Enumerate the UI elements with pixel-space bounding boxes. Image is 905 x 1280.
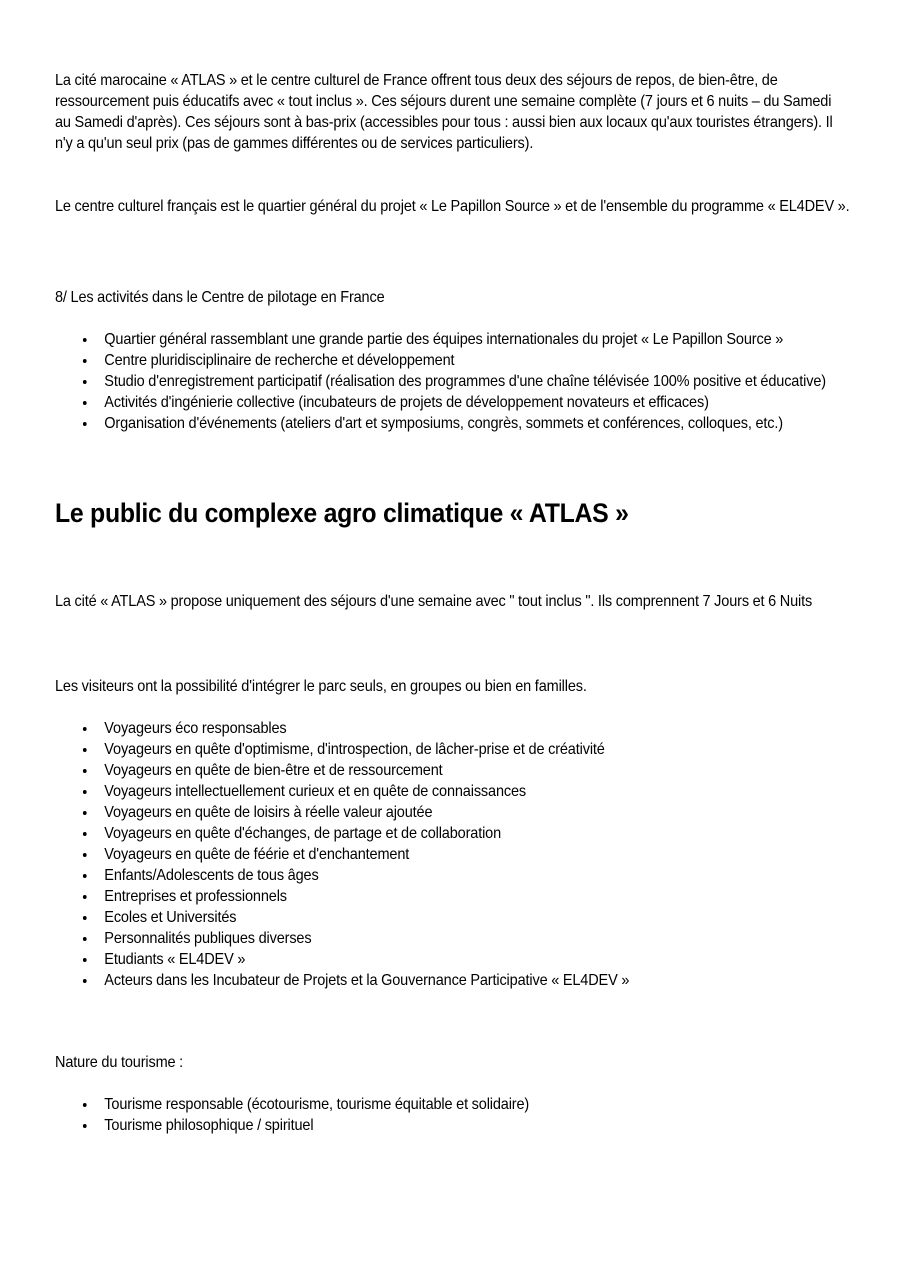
- bullet-icon: [83, 874, 87, 878]
- spacer: [55, 529, 850, 591]
- section-heading-activites-france: 8/ Les activités dans le Centre de pilotage en France: [55, 289, 385, 306]
- bullet-icon: [83, 422, 87, 426]
- list-nature-tourisme: [55, 1094, 850, 1136]
- list-item-label: Voyageurs en quête d'échanges, de partage et de collaboration: [104, 825, 502, 842]
- bullet-icon: [83, 338, 87, 342]
- bullet-icon: [83, 811, 87, 815]
- list-item-label: Voyageurs éco responsables: [104, 720, 287, 737]
- list-item-label: Acteurs dans les Incubateur de Projets et la Gouvernance Participative « EL4DEV »: [104, 972, 630, 989]
- list-item-label: Etudiants « EL4DEV »: [104, 951, 246, 968]
- list-item-label: Ecoles et Universités: [104, 909, 237, 926]
- bullet-icon: [83, 895, 87, 899]
- list-item-label: Tourisme responsable (écotourisme, tourisme équitable et solidaire): [104, 1096, 530, 1113]
- list-item: [55, 760, 899, 781]
- list-item-label: Studio d'enregistrement participatif (réalisation des programmes d'une chaîne télévisée 100% positive et éducative): [104, 373, 826, 390]
- list-item: [55, 329, 899, 350]
- bullet-icon: [83, 790, 87, 794]
- spacer: [55, 612, 850, 676]
- list-item: [55, 886, 899, 907]
- bullet-icon: [83, 1103, 87, 1107]
- list-item-label: Tourisme philosophique / spirituel: [104, 1117, 314, 1134]
- list-item: [55, 907, 899, 928]
- list-item-label: Personnalités publiques diverses: [104, 930, 312, 947]
- spacer: [55, 308, 850, 329]
- page-title: Le public du complexe agro climatique « ATLAS »: [55, 498, 629, 528]
- spacer: [55, 991, 850, 1052]
- list-item-label: Activités d'ingénierie collective (incubateurs de projets de développement novateurs et efficaces): [104, 394, 709, 411]
- list-item: [55, 970, 899, 991]
- list-item: [55, 865, 899, 886]
- bullet-icon: [83, 979, 87, 983]
- list-item: [55, 371, 899, 392]
- list-item: [55, 1115, 899, 1136]
- bullet-icon: [83, 1124, 87, 1128]
- list-item-label: Enfants/Adolescents de tous âges: [104, 867, 319, 884]
- list-item: [55, 928, 899, 949]
- bullet-icon: [83, 748, 87, 752]
- list-item: [55, 718, 899, 739]
- list-item-label: Centre pluridisciplinaire de recherche et développement: [104, 352, 455, 369]
- list-item: [55, 413, 899, 434]
- paragraph-atlas-intro: La cité marocaine « ATLAS » et le centre culturel de France offrent tous deux des séjours de repos, de bien-être, de ressourcement puis éducatifs avec « tout inclus ». Ces séjours durent une semaine complète (7 jours et 6 nuits – du Samedi au Samedi d'après). Ces séjours sont à bas-prix (accessibles pour tous : aussi bien aux locaux qu'aux touristes étrangers). Il n'y a qu'un seul prix (pas de gammes différentes ou de services particuliers).: [55, 72, 833, 152]
- bullet-icon: [83, 958, 87, 962]
- list-item-label: Quartier général rassemblant une grande partie des équipes internationales du projet « Le Papillon Source »: [104, 331, 784, 348]
- bullet-icon: [83, 380, 87, 384]
- bullet-icon: [83, 832, 87, 836]
- bullet-icon: [83, 769, 87, 773]
- list-item: [55, 781, 899, 802]
- list-item: [55, 823, 899, 844]
- list-public-cible: [55, 718, 850, 991]
- list-item: [55, 350, 899, 371]
- bullet-icon: [83, 937, 87, 941]
- list-item-label: Organisation d'événements (ateliers d'art et symposiums, congrès, sommets et conférences, colloques, etc.): [104, 415, 783, 432]
- spacer: [55, 1073, 850, 1094]
- bullet-icon: [83, 727, 87, 731]
- list-item-label: Voyageurs intellectuellement curieux et en quête de connaissances: [104, 783, 527, 800]
- bullet-icon: [83, 401, 87, 405]
- list-item: [55, 844, 899, 865]
- spacer: [55, 434, 850, 497]
- spacer: [55, 217, 850, 287]
- paragraph-nature-tourisme: Nature du tourisme :: [55, 1054, 184, 1071]
- paragraph-visiteurs: Les visiteurs ont la possibilité d'intégrer le parc seuls, en groupes ou bien en familles.: [55, 678, 587, 695]
- list-item: [55, 739, 899, 760]
- list-item-label: Voyageurs en quête de féérie et d'enchantement: [104, 846, 410, 863]
- list-item: [55, 949, 899, 970]
- bullet-icon: [83, 853, 87, 857]
- bullet-icon: [83, 359, 87, 363]
- list-item-label: Voyageurs en quête de loisirs à réelle valeur ajoutée: [104, 804, 433, 821]
- spacer: [55, 154, 850, 196]
- list-item: [55, 1094, 899, 1115]
- list-item: [55, 392, 899, 413]
- list-item-label: Voyageurs en quête d'optimisme, d'introspection, de lâcher-prise et de créativité: [104, 741, 605, 758]
- paragraph-sejours-semaine: La cité « ATLAS » propose uniquement des séjours d'une semaine avec " tout inclus ". Ils comprennent 7 Jours et 6 Nuits: [55, 593, 813, 610]
- list-activites-centre-pilotage: [55, 329, 850, 434]
- list-item-label: Entreprises et professionnels: [104, 888, 287, 905]
- paragraph-centre-culturel: Le centre culturel français est le quartier général du projet « Le Papillon Source » et de l'ensemble du programme « EL4DEV ».: [55, 198, 850, 215]
- spacer: [55, 697, 850, 718]
- bullet-icon: [83, 916, 87, 920]
- document-body: [55, 70, 850, 1136]
- list-item: [55, 802, 899, 823]
- list-item-label: Voyageurs en quête de bien-être et de ressourcement: [104, 762, 443, 779]
